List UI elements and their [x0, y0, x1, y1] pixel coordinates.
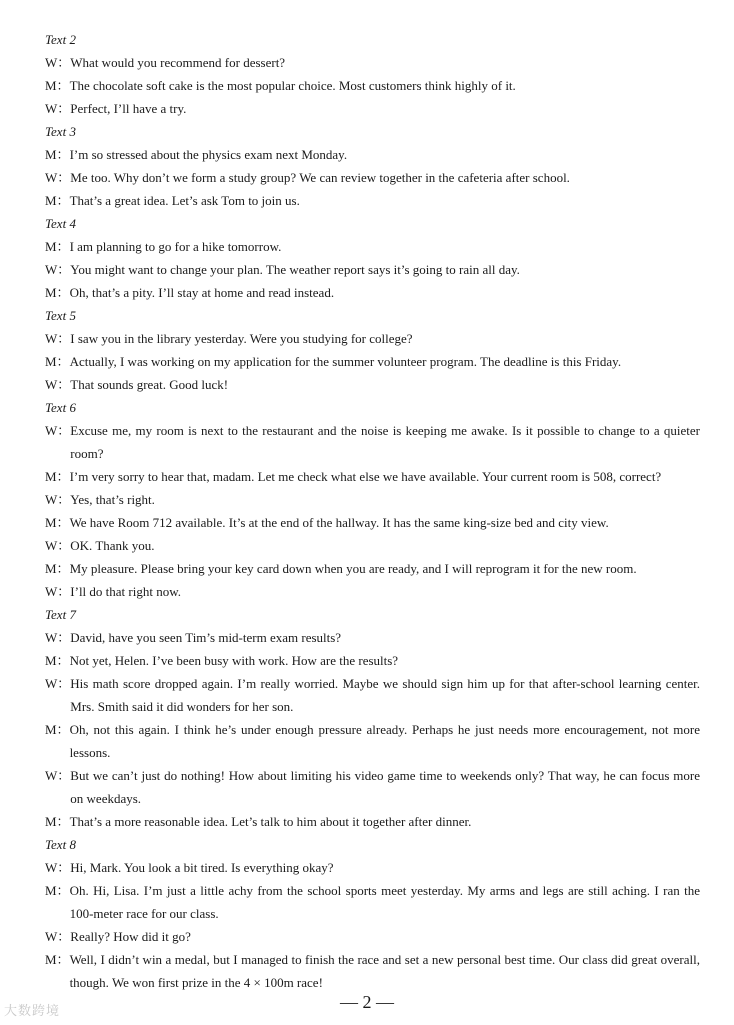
speaker-label: W：	[45, 170, 71, 185]
speaker-label: M：	[45, 78, 70, 93]
speaker-label: M：	[45, 722, 70, 737]
speaker-label: M：	[45, 285, 70, 300]
utterance-text: That’s a great idea. Let’s ask Tom to join us.	[69, 193, 300, 208]
dialogue-line	[45, 948, 700, 994]
speaker-label: W：	[45, 860, 71, 875]
dialogue-line	[45, 511, 700, 534]
speaker-label: M：	[45, 469, 70, 484]
utterance-text: I’ll do that right now.	[70, 584, 182, 599]
dialogue-line	[45, 925, 700, 948]
dialogue-line	[45, 672, 700, 718]
utterance-text: I’m so stressed about the physics exam next Monday.	[69, 147, 348, 162]
speaker-label: M：	[45, 147, 70, 162]
dialogue-line	[45, 74, 700, 97]
transcript	[45, 28, 700, 994]
speaker-label: M：	[45, 883, 70, 898]
speaker-label: M：	[45, 193, 70, 208]
speaker-label: M：	[45, 561, 70, 576]
speaker-label: W：	[45, 377, 71, 392]
speaker-label: M：	[45, 515, 70, 530]
dialogue-line	[45, 879, 700, 925]
dialogue-line	[45, 488, 700, 511]
utterance-text: We have Room 712 available. It’s at the end of the hallway. It has the same king-size bed and city view.	[69, 515, 609, 530]
speaker-label: M：	[45, 814, 70, 829]
utterance-text: Really? How did it go?	[70, 929, 191, 944]
utterance-text: Yes, that’s right.	[70, 492, 155, 507]
section-title: Text 2	[45, 32, 76, 47]
dialogue-line	[45, 764, 700, 810]
utterance-text: Actually, I was working on my application for the summer volunteer program. The deadline is this Friday.	[69, 354, 622, 369]
dialogue-line	[45, 166, 700, 189]
utterance-text: But we can’t just do nothing! How about limiting his video game time to weekends only? That way, he can focus more on weekdays.	[70, 768, 700, 806]
utterance-text: That’s a more reasonable idea. Let’s talk to him about it together after dinner.	[69, 814, 472, 829]
section-title: Text 6	[45, 400, 76, 415]
dialogue-line	[45, 557, 700, 580]
dialogue-line	[45, 465, 700, 488]
dialogue-line	[45, 258, 700, 281]
speaker-label: W：	[45, 492, 71, 507]
speaker-label: M：	[45, 952, 70, 967]
dialogue-line	[45, 649, 700, 672]
speaker-label: M：	[45, 653, 70, 668]
dialogue-line	[45, 350, 700, 373]
speaker-label: W：	[45, 584, 71, 599]
dialogue-line	[45, 97, 700, 120]
dialogue-line	[45, 534, 700, 557]
speaker-label: W：	[45, 929, 71, 944]
utterance-text: Hi, Mark. You look a bit tired. Is everything okay?	[70, 860, 334, 875]
dialogue-line	[45, 718, 700, 764]
dialogue-line	[45, 626, 700, 649]
speaker-label: M：	[45, 239, 70, 254]
dialogue-line	[45, 419, 700, 465]
utterance-text: I’m very sorry to hear that, madam. Let me check what else we have available. Your current room is 508, correct?	[69, 469, 662, 484]
speaker-label: W：	[45, 676, 71, 691]
utterance-text: OK. Thank you.	[70, 538, 155, 553]
speaker-label: W：	[45, 55, 71, 70]
watermark: 大数跨境	[4, 1004, 61, 1019]
dialogue-line	[45, 856, 700, 879]
utterance-text: Me too. Why don’t we form a study group? We can review together in the cafeteria after school.	[70, 170, 570, 185]
utterance-text: I saw you in the library yesterday. Were you studying for college?	[70, 331, 413, 346]
section-title: Text 7	[45, 607, 76, 622]
utterance-text: That sounds great. Good luck!	[70, 377, 229, 392]
utterance-text: I am planning to go for a hike tomorrow.	[69, 239, 282, 254]
utterance-text: Oh, that’s a pity. I’ll stay at home and read instead.	[69, 285, 335, 300]
speaker-label: W：	[45, 423, 71, 438]
utterance-text: Well, I didn’t win a medal, but I managed to finish the race and set a new personal best time. Our class did great overall, though. We won first prize in the 4 × 100m race!	[69, 952, 700, 990]
speaker-label: W：	[45, 630, 71, 645]
dialogue-line	[45, 810, 700, 833]
utterance-text: Oh. Hi, Lisa. I’m just a little achy from the school sports meet yesterday. My arms and legs are still aching. I ran the 100-meter race for our class.	[69, 883, 700, 921]
utterance-text: The chocolate soft cake is the most popular choice. Most customers think highly of it.	[69, 78, 516, 93]
dialogue-line	[45, 235, 700, 258]
utterance-text: Oh, not this again. I think he’s under enough pressure already. Perhaps he just needs more encouragement, not more lessons.	[69, 722, 700, 760]
dialogue-line	[45, 327, 700, 350]
page-number: — 2 —	[340, 992, 394, 1012]
utterance-text: My pleasure. Please bring your key card down when you are ready, and I will reprogram it for the new room.	[69, 561, 637, 576]
utterance-text: Not yet, Helen. I’ve been busy with work. How are the results?	[69, 653, 399, 668]
dialogue-line	[45, 580, 700, 603]
dialogue-line	[45, 373, 700, 396]
utterance-text: What would you recommend for dessert?	[70, 55, 286, 70]
section-title: Text 4	[45, 216, 76, 231]
section-title: Text 5	[45, 308, 76, 323]
section-title: Text 8	[45, 837, 76, 852]
speaker-label: W：	[45, 538, 71, 553]
utterance-text: David, have you seen Tim’s mid-term exam results?	[70, 630, 342, 645]
utterance-text: His math score dropped again. I’m really worried. Maybe we should sign him up for that after-school learning center. Mrs. Smith said it did wonders for her son.	[70, 676, 700, 714]
dialogue-line	[45, 51, 700, 74]
dialogue-line	[45, 143, 700, 166]
speaker-label: W：	[45, 768, 71, 783]
speaker-label: W：	[45, 101, 71, 116]
dialogue-line	[45, 189, 700, 212]
utterance-text: Excuse me, my room is next to the restaurant and the noise is keeping me awake. Is it possible to change to a quieter room?	[70, 423, 700, 461]
speaker-label: W：	[45, 331, 71, 346]
speaker-label: W：	[45, 262, 71, 277]
utterance-text: Perfect, I’ll have a try.	[70, 101, 187, 116]
dialogue-line	[45, 281, 700, 304]
utterance-text: You might want to change your plan. The weather report says it’s going to rain all day.	[70, 262, 520, 277]
section-title: Text 3	[45, 124, 76, 139]
speaker-label: M：	[45, 354, 70, 369]
